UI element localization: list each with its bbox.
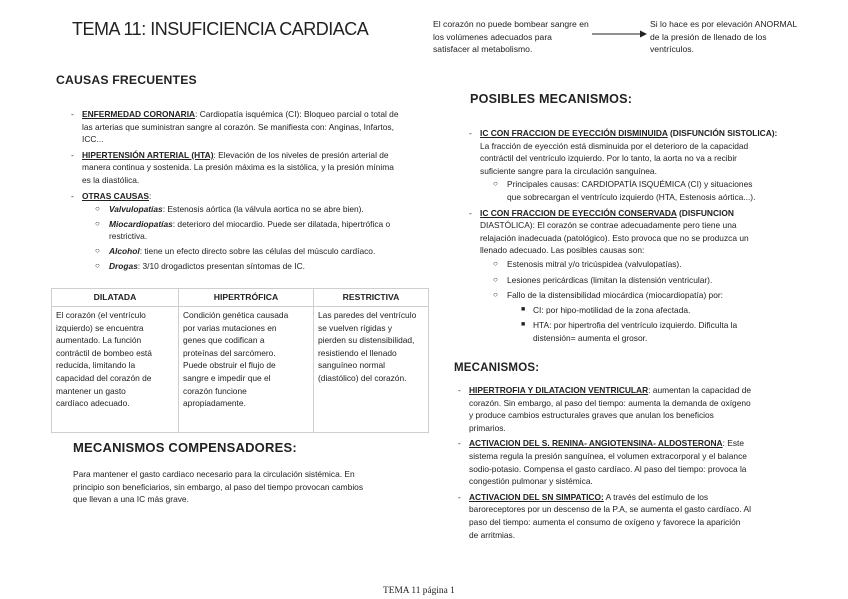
cell-line: (diastólico) del corazón. [318,372,407,383]
sub-term: Miocardiopatías [109,218,173,229]
column-header: HIPERTRÓFICA [179,289,314,307]
page-footer: TEMA 11 página 1 [383,586,455,596]
causa-text: manera continua y sostenida. La presión máxima es la sistólica, y la presión mínima [82,162,394,173]
cell-line: reducida, limitando la [56,360,136,371]
elevation-note [650,18,797,56]
circle-bullet-icon: ○ [95,245,100,255]
mecanismo-item [469,207,820,257]
circle-bullet-icon: ○ [95,218,100,228]
dash-bullet: - [469,128,472,138]
mecanismo-text: de arritmias. [469,529,516,540]
mecanismo-item [469,127,820,177]
dash-bullet: - [71,149,74,160]
cell-line: sanguíneo normal [318,360,386,371]
mecanismo-text: paso del tiempo: aumenta el consumo de oxígeno y favorece la aparición [469,516,741,527]
circle-bullet-icon: ○ [493,290,498,300]
causas-heading: CAUSAS FRECUENTES [56,73,197,87]
cell-line: se vuelven rígidas y [318,322,393,333]
circle-bullet-icon: ○ [493,179,498,189]
causa-text: : Cardiopatía isquémica (CI): Bloqueo parcial o total de [195,109,399,119]
table-cell-restrictiva [314,307,429,433]
mecanismo-text: sodio-potasio. Compensa el gasto cardíaco. Al paso del tiempo: provoca la [469,463,747,474]
mecanismo-text: contráctil del ventrículo izquierdo. Por lo tanto, la aorta no va a recibir [480,153,737,164]
elevation-line: Si lo hace es por elevación ANORMAL [650,19,798,29]
dash-bullet: - [469,207,472,218]
mecanismo-text: corazón. Sin embargo, al paso del tiempo: aumenta la demanda de oxígeno [469,397,751,408]
mecanismo-text: suficiente sangre para la circulación sanguínea. [480,165,657,176]
mecanismo-text: congestión pulmonar y sistémica. [469,476,593,487]
sub-sub-item [521,304,820,317]
cell-line: cardíaco adecuado. [56,398,130,409]
paragraph-line: Para mantener el gasto cardiaco necesario para la circulación sistémica. En [73,469,355,479]
causa-term: ENFERMEDAD CORONARIA [82,109,196,119]
causa-item [71,149,442,187]
cell-line: por varias mutaciones en [183,322,277,333]
dash-bullet: - [71,190,74,201]
cell-line: corazón funcione [183,385,247,396]
sub-text: Principales causas: CARDIOPATÍA ISQUÉMICA (CI) y situaciones [507,179,753,190]
table-row [52,307,429,433]
mecanismo-term: ACTIVACION DEL SN SIMPATICO: [469,491,604,502]
mecanismo-term: HIPERTROFIA Y DILATACION VENTRICULAR [469,385,649,395]
circle-bullet-icon: ○ [95,260,100,270]
cell-line: mantener un gasto [56,385,126,396]
cell-line: apropiadamente. [183,398,246,409]
cell-line: genes que codifican a [183,335,265,346]
sub-sub-text: distensión= aumenta el grosor. [533,332,648,343]
circle-bullet-icon: ○ [493,258,498,268]
dash-bullet: - [458,385,461,395]
mecanismo-text: DIASTÓLICA): El corazón se contrae adecuadamente pero tiene una [480,220,737,231]
sub-text: : deterioro del miocardio. Puede ser dilatada, hipertrófica o [172,218,391,229]
mecanismo-text: y produce cambios estructurales graves que anulan los beneficios [469,410,714,421]
causa-text: es la diastólica. [82,174,140,185]
mecanismo-text: : aumentan la capacidad de [648,385,752,395]
mecanismo-term-suffix: (DISFUNCION [676,207,734,218]
mecanismo-text: La fracción de eyección está disminuida por el deterioro de la capacidad [480,140,749,151]
mecanismo-term-suffix: (DISFUNCIÓN SISTOLICA): [667,128,778,138]
sub-term: Alcohol [109,245,140,256]
mecanismo-item [458,491,819,541]
cell-line: aumentado. La función [56,335,142,346]
cardiomyopathy-table [51,288,429,433]
sub-item [95,245,442,258]
dash-bullet: - [458,491,461,502]
page-title: TEMA 11: INSUFICIENCIA CARDIACA [72,19,369,39]
circle-bullet-icon: ○ [95,204,100,214]
paragraph-line: principio son beneficiarios, sin embargo, al paso del tiempo provocan cambios [73,481,364,492]
cell-line: contráctil de bombeo está [56,347,152,358]
definition-line: satisfacer al metabolismo. [433,44,533,54]
causa-text: : Elevación de los niveles de presión arterial de [213,149,389,160]
definition-line: los volúmenes adecuados para [433,31,552,42]
cell-line: pierden su distensibilidad, [318,335,415,346]
sub-text: Estenosis mitral y/o tricúspidea (valvulopatías). [507,258,682,269]
causas-sublist [493,258,820,345]
mecanismo-term: IC CON FRACCION DE EYECCIÓN DISMINUIDA [480,128,668,138]
mecanismos-heading: MECANISMOS: [454,362,540,374]
causa-item [71,190,442,203]
sub-sub-item [521,319,820,344]
dash-bullet: - [458,438,461,449]
sub-sub-text: CI: por hipo-motilidad de la zona afectada. [533,304,691,315]
arrow-right-icon [592,29,648,39]
sub-item [493,274,820,287]
cell-line: capacidad del corazón de [56,372,152,383]
compensadores-text [73,468,363,506]
cell-line: El corazón (el ventrículo [56,310,146,320]
otras-causas-sublist [95,203,442,272]
posibles-heading: POSIBLES MECANISMOS: [470,92,633,106]
sub-item [95,260,442,273]
mecanismo-text: relajación inadecuada (patológico). Esto provoca que no se produzca un [480,232,749,243]
causas-list [71,108,442,272]
mecanismo-text: : Este [722,438,745,449]
mecanismo-text: llenado adecuado. Las posibles causas son: [480,245,645,256]
sub-text: Lesiones pericárdicas (limitan la distensión ventricular). [507,274,713,285]
sub-text: restrictiva. [109,231,148,242]
mecanismo-item [458,384,819,434]
cell-line: izquierdo) se encuentra [56,322,144,333]
sub-item [493,258,820,271]
elevation-line: ventrículos. [650,44,694,54]
table-header-row [52,289,429,307]
cell-line: resistiendo el llenado [318,347,397,358]
mecanismo-text: primarios. [469,422,506,433]
causa-term: OTRAS CAUSAS [82,190,150,201]
dash-bullet: - [71,109,74,119]
causa-term: HIPERTENSIÓN ARTERIAL (HTA) [82,149,214,160]
table-cell-dilatada [52,307,179,433]
causa-item [71,108,442,146]
sub-text: que sobrecargan el ventrículo izquierdo (HTA, Estenosis aórtica...). [507,191,756,202]
table-cell-hipertrofica [179,307,314,433]
square-bullet-icon: ■ [521,321,526,329]
sub-item [95,218,442,243]
sub-text: Fallo de la distensibilidad miocárdica (miocardiopatía) por: [507,290,723,301]
column-header: RESTRICTIVA [314,289,429,307]
sub-text: : tiene un efecto directo sobre las células del músculo cardíaco. [139,245,376,256]
cell-line: Las paredes del ventrículo [318,310,417,320]
circle-bullet-icon: ○ [493,274,498,284]
mecanismo-text: baroreceptores por un descenso de la P.A, se aumenta el gasto cardíaco. Al [469,504,751,515]
cell-line: proteínas del sarcómero. [183,347,276,358]
causa-text: ICC... [82,134,104,145]
column-header: DILATADA [52,289,179,307]
mecanismo-term: ACTIVACION DEL S. RENINA- ANGIOTENSINA- ALDOSTERONA [469,438,723,449]
causa-text: las arterias que suministran sangre al corazón. Se manifiesta con: Anginas, Infartos, [82,121,394,132]
sub-item [493,178,820,203]
square-bullet-icon: ■ [521,305,526,313]
sub-item [493,289,820,302]
cell-line: sangre e impedir que el [183,372,271,383]
mecanismos-list [458,384,819,541]
mecanismo-text: A través del estímulo de los [603,491,709,502]
compensadores-heading: MECANISMOS COMPENSADORES: [73,440,297,455]
cell-line: Puede obstruir el flujo de [183,360,276,371]
cell-line: Condición genética causada [183,310,289,320]
paragraph-line: que llevan a una IC más grave. [73,494,189,505]
causa-text: : [149,190,152,201]
sub-sub-list [521,304,820,345]
definition-note [433,18,589,56]
sub-text: : 3/10 drogadictos presentan síntomas de IC. [137,260,305,271]
sub-item [95,203,442,216]
mecanismo-text: sistema regula la presión sanguínea, el volumen extracorporal y el balance [469,450,747,461]
posibles-list [469,127,820,345]
mecanismo-item [458,437,819,487]
sub-sub-text: HTA: por hipertrofia del ventrículo izquierdo. Dificulta la [533,320,738,331]
sub-text: : Estenosis aórtica (la válvula aortica no se abre bien). [162,204,364,215]
sub-term: Valvulopatías [109,204,163,215]
mecanismo-term: IC CON FRACCION DE EYECCIÓN CONSERVADA [480,207,677,218]
sub-term: Drogas [109,260,138,271]
definition-line: El corazón no puede bombear sangre en [433,19,589,29]
elevation-line: de la presión de llenado de los [650,31,767,42]
